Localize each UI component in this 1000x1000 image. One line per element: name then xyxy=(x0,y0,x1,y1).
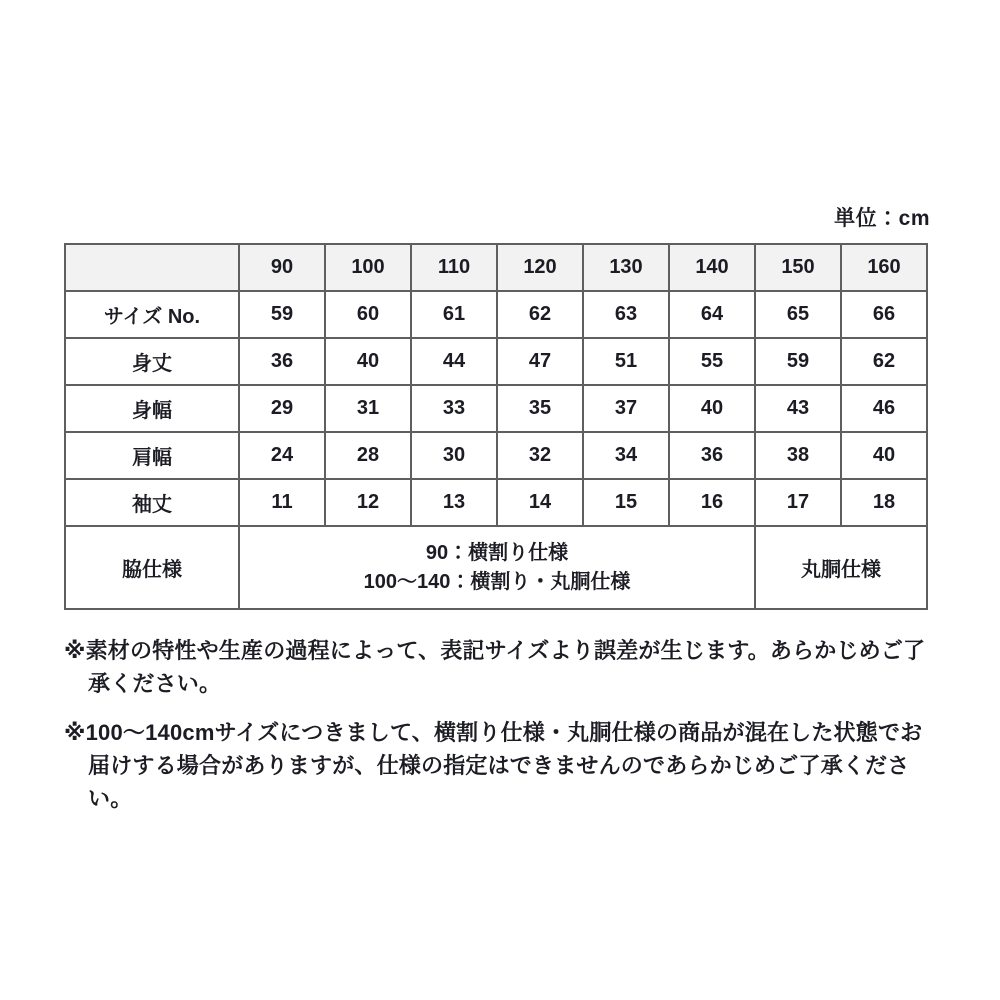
cell-value: 40 xyxy=(325,338,411,385)
cell-value: 44 xyxy=(411,338,497,385)
col-header-160: 160 xyxy=(841,244,927,291)
col-header-90: 90 xyxy=(239,244,325,291)
size-chart-section xyxy=(64,202,930,815)
footnote-material: ※素材の特性や生産の過程によって、表記サイズより誤差が生じます。あらかじめご了承ください。 xyxy=(64,638,926,696)
cell-value: 62 xyxy=(841,338,927,385)
side-spec-90-140-cell xyxy=(239,526,755,609)
cell-value: 14 xyxy=(497,479,583,526)
cell-value: 36 xyxy=(239,338,325,385)
cell-value: 47 xyxy=(497,338,583,385)
cell-value: 59 xyxy=(755,338,841,385)
cell-value: 24 xyxy=(239,432,325,479)
table-header-row xyxy=(65,244,927,291)
cell-value: 46 xyxy=(841,385,927,432)
cell-value: 60 xyxy=(325,291,411,338)
cell-value: 17 xyxy=(755,479,841,526)
side-spec-lines xyxy=(240,539,754,597)
row-label-size-no: サイズ No. xyxy=(65,291,239,338)
cell-value: 18 xyxy=(841,479,927,526)
cell-value: 61 xyxy=(411,291,497,338)
table-row-shoulder-width xyxy=(65,432,927,479)
table-row-size-no xyxy=(65,291,927,338)
cell-value: 31 xyxy=(325,385,411,432)
col-header-140: 140 xyxy=(669,244,755,291)
row-label-body-width: 身幅 xyxy=(65,385,239,432)
cell-value: 13 xyxy=(411,479,497,526)
row-label-shoulder-width: 肩幅 xyxy=(65,432,239,479)
table-row-body-width xyxy=(65,385,927,432)
cell-value: 40 xyxy=(841,432,927,479)
col-header-110: 110 xyxy=(411,244,497,291)
cell-value: 16 xyxy=(669,479,755,526)
cell-value: 32 xyxy=(497,432,583,479)
cell-value: 43 xyxy=(755,385,841,432)
cell-value: 36 xyxy=(669,432,755,479)
col-header-130: 130 xyxy=(583,244,669,291)
row-label-body-length: 身丈 xyxy=(65,338,239,385)
cell-value: 12 xyxy=(325,479,411,526)
cell-value: 55 xyxy=(669,338,755,385)
corner-cell xyxy=(65,244,239,291)
cell-value: 28 xyxy=(325,432,411,479)
side-spec-line-2: 100〜140：横割り・丸胴仕様 xyxy=(363,570,631,593)
cell-value: 63 xyxy=(583,291,669,338)
col-header-120: 120 xyxy=(497,244,583,291)
unit-label: 単位：cm xyxy=(834,207,930,230)
cell-value: 37 xyxy=(583,385,669,432)
cell-value: 35 xyxy=(497,385,583,432)
col-header-150: 150 xyxy=(755,244,841,291)
size-chart-table xyxy=(64,243,928,610)
cell-value: 30 xyxy=(411,432,497,479)
cell-value: 11 xyxy=(239,479,325,526)
cell-value: 40 xyxy=(669,385,755,432)
cell-value: 65 xyxy=(755,291,841,338)
cell-value: 29 xyxy=(239,385,325,432)
table-row-body-length xyxy=(65,338,927,385)
cell-value: 38 xyxy=(755,432,841,479)
cell-value: 51 xyxy=(583,338,669,385)
cell-value: 62 xyxy=(497,291,583,338)
row-label-side-spec: 脇仕様 xyxy=(65,526,239,609)
table-row-sleeve-length xyxy=(65,479,927,526)
col-header-100: 100 xyxy=(325,244,411,291)
footnotes xyxy=(64,634,944,815)
row-label-sleeve-length: 袖丈 xyxy=(65,479,239,526)
cell-value: 34 xyxy=(583,432,669,479)
side-spec-150-160-cell: 丸胴仕様 xyxy=(755,526,927,609)
side-spec-line-1: 90：横割り仕様 xyxy=(425,541,569,564)
table-row-side-spec xyxy=(65,526,927,609)
footnote-mixed-spec: ※100〜140cmサイズにつきまして、横割り仕様・丸胴仕様の商品が混在した状態でお届けする場合がありますが、仕様の指定はできませんのであらかじめご了承ください。 xyxy=(64,720,923,811)
cell-value: 64 xyxy=(669,291,755,338)
cell-value: 15 xyxy=(583,479,669,526)
cell-value: 59 xyxy=(239,291,325,338)
cell-value: 66 xyxy=(841,291,927,338)
cell-value: 33 xyxy=(411,385,497,432)
